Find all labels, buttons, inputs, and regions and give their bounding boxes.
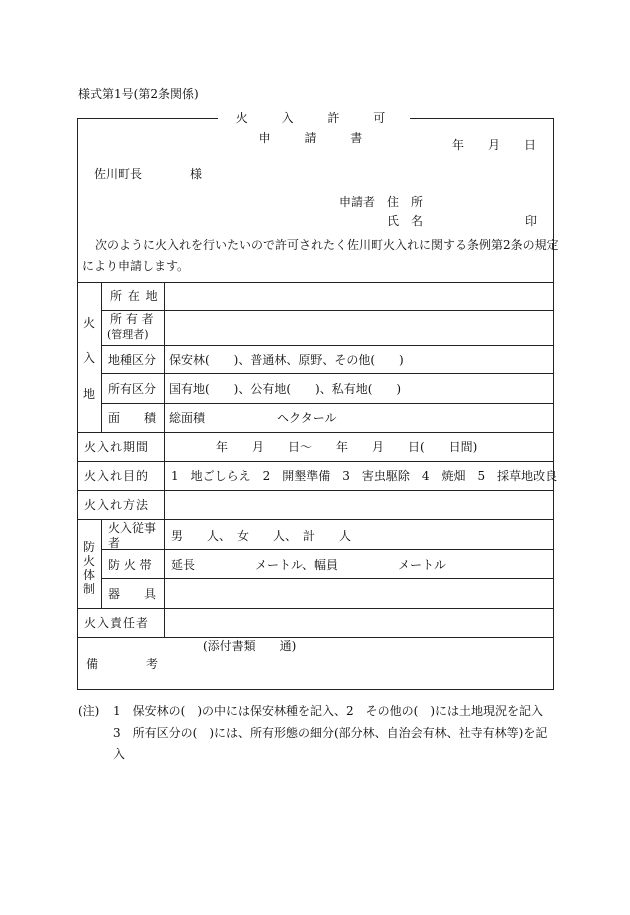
applicant-address-label: 申請者 住 所 <box>339 195 424 209</box>
rule <box>77 461 554 462</box>
land-group-label-2: 入 <box>83 351 96 365</box>
rule-vertical <box>101 282 102 432</box>
remarks-label: 備 考 <box>86 657 159 671</box>
rule <box>101 310 554 311</box>
workers-label-cont: 者 <box>108 536 121 550</box>
note-3: 入 <box>113 747 126 761</box>
body-text-line1: 次のように火入れを行いたいので許可されたく佐川町火入れに関する条例第2条の規定 <box>95 238 559 252</box>
purpose-value[interactable]: 1 地ごしらえ 2 開墾準備 3 害虫駆除 4 焼畑 5 採草地改良 <box>171 469 558 483</box>
period-value[interactable]: 年 月 日～ 年 月 日( 日間) <box>216 440 478 454</box>
fire-prevention-label-2: 火 <box>83 554 96 568</box>
equipment-label: 器 具 <box>108 587 157 601</box>
land-group-label-1: 火 <box>83 316 96 330</box>
area-label: 面 積 <box>108 411 157 425</box>
note-1: 1 保安林の( )の中には保安林種を記入、2 その他の( )には土地現況を記入 <box>113 704 543 718</box>
firebreak-value[interactable]: 延長 メートル、幅員 メートル <box>171 558 447 572</box>
rule <box>101 578 554 579</box>
addressee: 佐川町長 様 <box>94 167 203 181</box>
land-type-value[interactable]: 保安林( )、普通林、原野、その他( ) <box>169 353 404 367</box>
manager-label: (管理者) <box>107 328 149 341</box>
location-label: 所 在 地 <box>110 289 159 303</box>
rule-vertical <box>164 282 165 637</box>
land-type-label: 地種区分 <box>108 353 157 367</box>
land-group-label-3: 地 <box>83 387 96 401</box>
firebreak-label: 防 火 帯 <box>108 558 152 572</box>
fire-prevention-label-3: 体 <box>83 568 96 582</box>
body-text-line2: により申請します。 <box>82 259 190 273</box>
period-label: 火入れ期間 <box>84 440 150 454</box>
applicant-name-label: 氏 名 <box>387 214 424 228</box>
responsible-label: 火入責任者 <box>84 616 150 630</box>
fire-prevention-label-4: 制 <box>83 582 96 596</box>
rule-top-of-table <box>77 282 554 283</box>
workers-label: 火入従事 <box>108 521 157 535</box>
purpose-label: 火入れ目的 <box>84 469 150 483</box>
area-value[interactable]: 総面積 ヘクタール <box>169 411 337 425</box>
rule <box>101 403 554 404</box>
date-line[interactable]: 年 月 日 <box>452 138 537 152</box>
owner-label: 所 有 者 <box>110 312 154 326</box>
workers-value[interactable]: 男 人、 女 人、 計 人 <box>171 529 352 543</box>
notes-label: (注) <box>78 704 100 718</box>
rule <box>101 345 554 346</box>
form-number: 様式第1号(第2条関係) <box>78 87 199 101</box>
note-2: 3 所有区分の( )には、所有形態の細分(部分林、自治会有林、社寺有林等)を記 <box>113 726 548 740</box>
rule <box>77 432 554 433</box>
fire-prevention-label-1: 防 <box>83 540 96 554</box>
rule <box>77 608 554 609</box>
rule-vertical <box>101 519 102 608</box>
seal-mark: 印 <box>525 214 538 228</box>
remarks-value[interactable]: (添付書類 通) <box>203 639 297 653</box>
rule <box>101 549 554 550</box>
method-label: 火入れ方法 <box>84 498 150 512</box>
rule <box>77 490 554 491</box>
ownership-label: 所有区分 <box>108 382 157 396</box>
ownership-value[interactable]: 国有地( )、公有地( )、私有地( ) <box>169 382 402 396</box>
rule <box>77 637 554 638</box>
form-title: 火 入 許 可 申 請 書 <box>218 108 410 128</box>
form-table <box>77 118 554 690</box>
rule <box>101 373 554 374</box>
